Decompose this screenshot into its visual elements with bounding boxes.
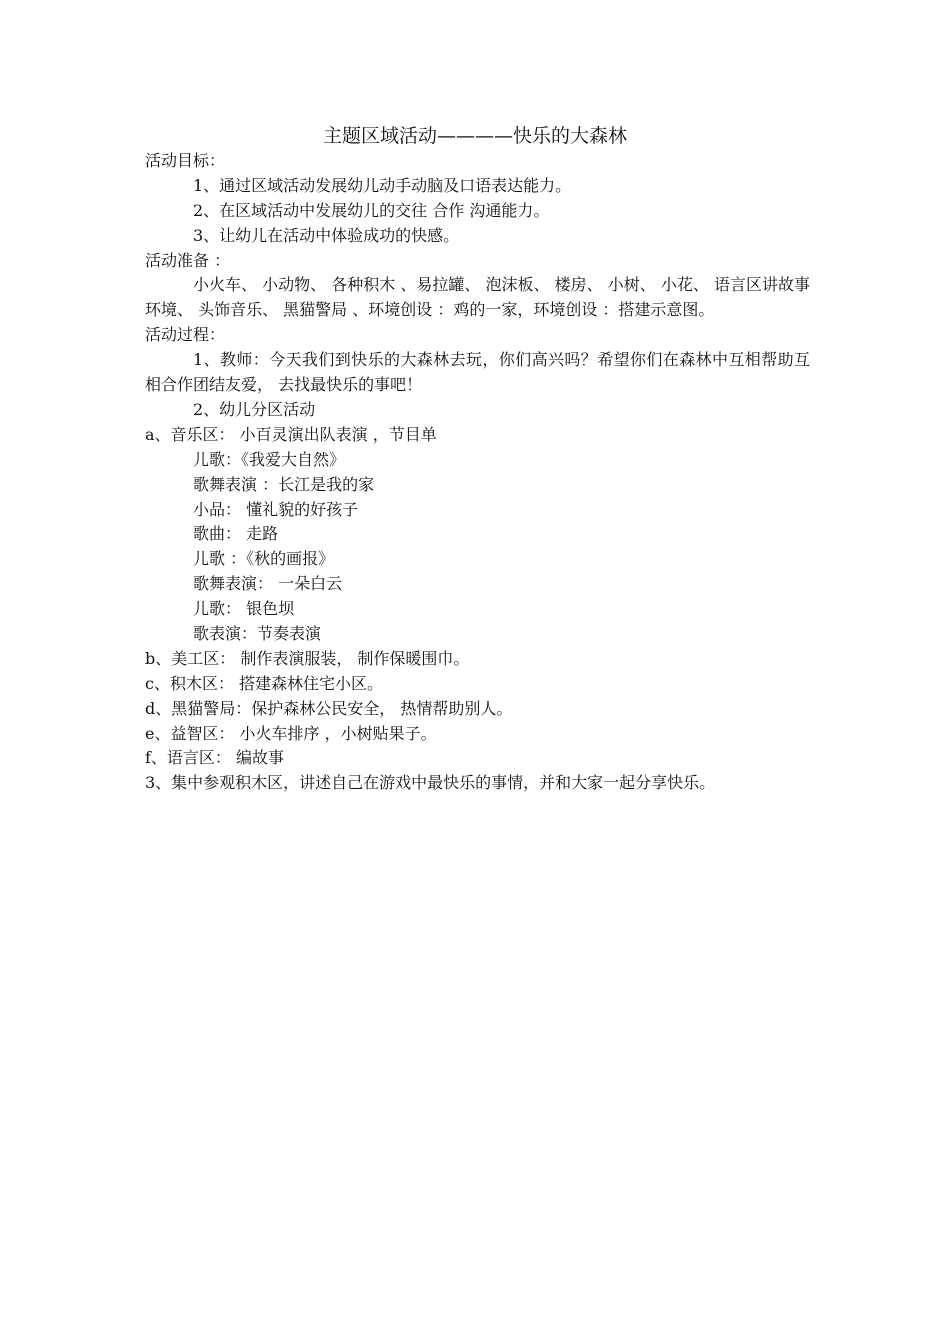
area-music: a、音乐区： 小百灵演出队表演 ，节目单 — [145, 424, 437, 444]
process-heading: 活动过程： — [145, 325, 226, 345]
area-puzzle: e、益智区： 小火车排序 ，小树贴果子。 — [145, 723, 437, 743]
goals-heading: 活动目标： — [145, 151, 226, 170]
process-step-3: 3、集中参观积木区，讲述自己在游戏中最快乐的事情，并和大家一起分享快乐。 — [145, 773, 716, 793]
goal-item: 2、在区域活动中发展幼儿的交往 合作 沟通能力。 — [193, 200, 550, 220]
prep-text: 小火车、 小动物、 各种积木 、易拉罐、 泡沫板、 楼房、 小树、 小花、 语言区讲故事环境、 头饰音乐、 黑猫警局 、环境创设 ：鸡的一家，环境创设 ：搭建示意图。 — [145, 275, 810, 320]
program-item: 小品： 懂礼貌的好孩子 — [193, 499, 359, 519]
process-step-2: 2、幼儿分区活动 — [193, 399, 316, 419]
program-item: 儿歌：《我爱大自然》 — [193, 449, 346, 469]
document-title: 主题区域活动————快乐的大森林 — [322, 125, 627, 147]
process-step-1: 1、教师：今天我们到快乐的大森林去玩，你们高兴吗？希望你们在森林中互相帮助互相合作团结友爱， 去找最快乐的事吧！ — [145, 350, 810, 395]
area-blocks: c、积木区： 搭建森林住宅小区。 — [145, 673, 384, 693]
document-body — [145, 149, 810, 796]
prep-heading: 活动准备 ： — [145, 250, 231, 270]
program-item: 儿歌 ：《秋的画报》 — [193, 549, 335, 569]
goal-item: 1、通过区域活动发展幼儿动手动脑及口语表达能力。 — [193, 175, 572, 195]
area-language: f、语言区： 编故事 — [145, 748, 285, 768]
goal-item: 3、让幼儿在活动中体验成功的快感。 — [193, 225, 460, 245]
area-police: d、黑猫警局：保护森林公民安全， 热情帮助别人。 — [145, 698, 513, 718]
program-item: 儿歌： 银色坝 — [193, 599, 295, 619]
area-art: b、美工区： 制作表演服装， 制作保暖围巾。 — [145, 648, 470, 668]
program-item: 歌舞表演： 一朵白云 — [193, 574, 343, 594]
program-item: 歌表演：节奏表演 — [193, 623, 322, 643]
program-item: 歌曲： 走路 — [193, 524, 279, 544]
program-item: 歌舞表演 ：长江是我的家 — [193, 474, 375, 494]
